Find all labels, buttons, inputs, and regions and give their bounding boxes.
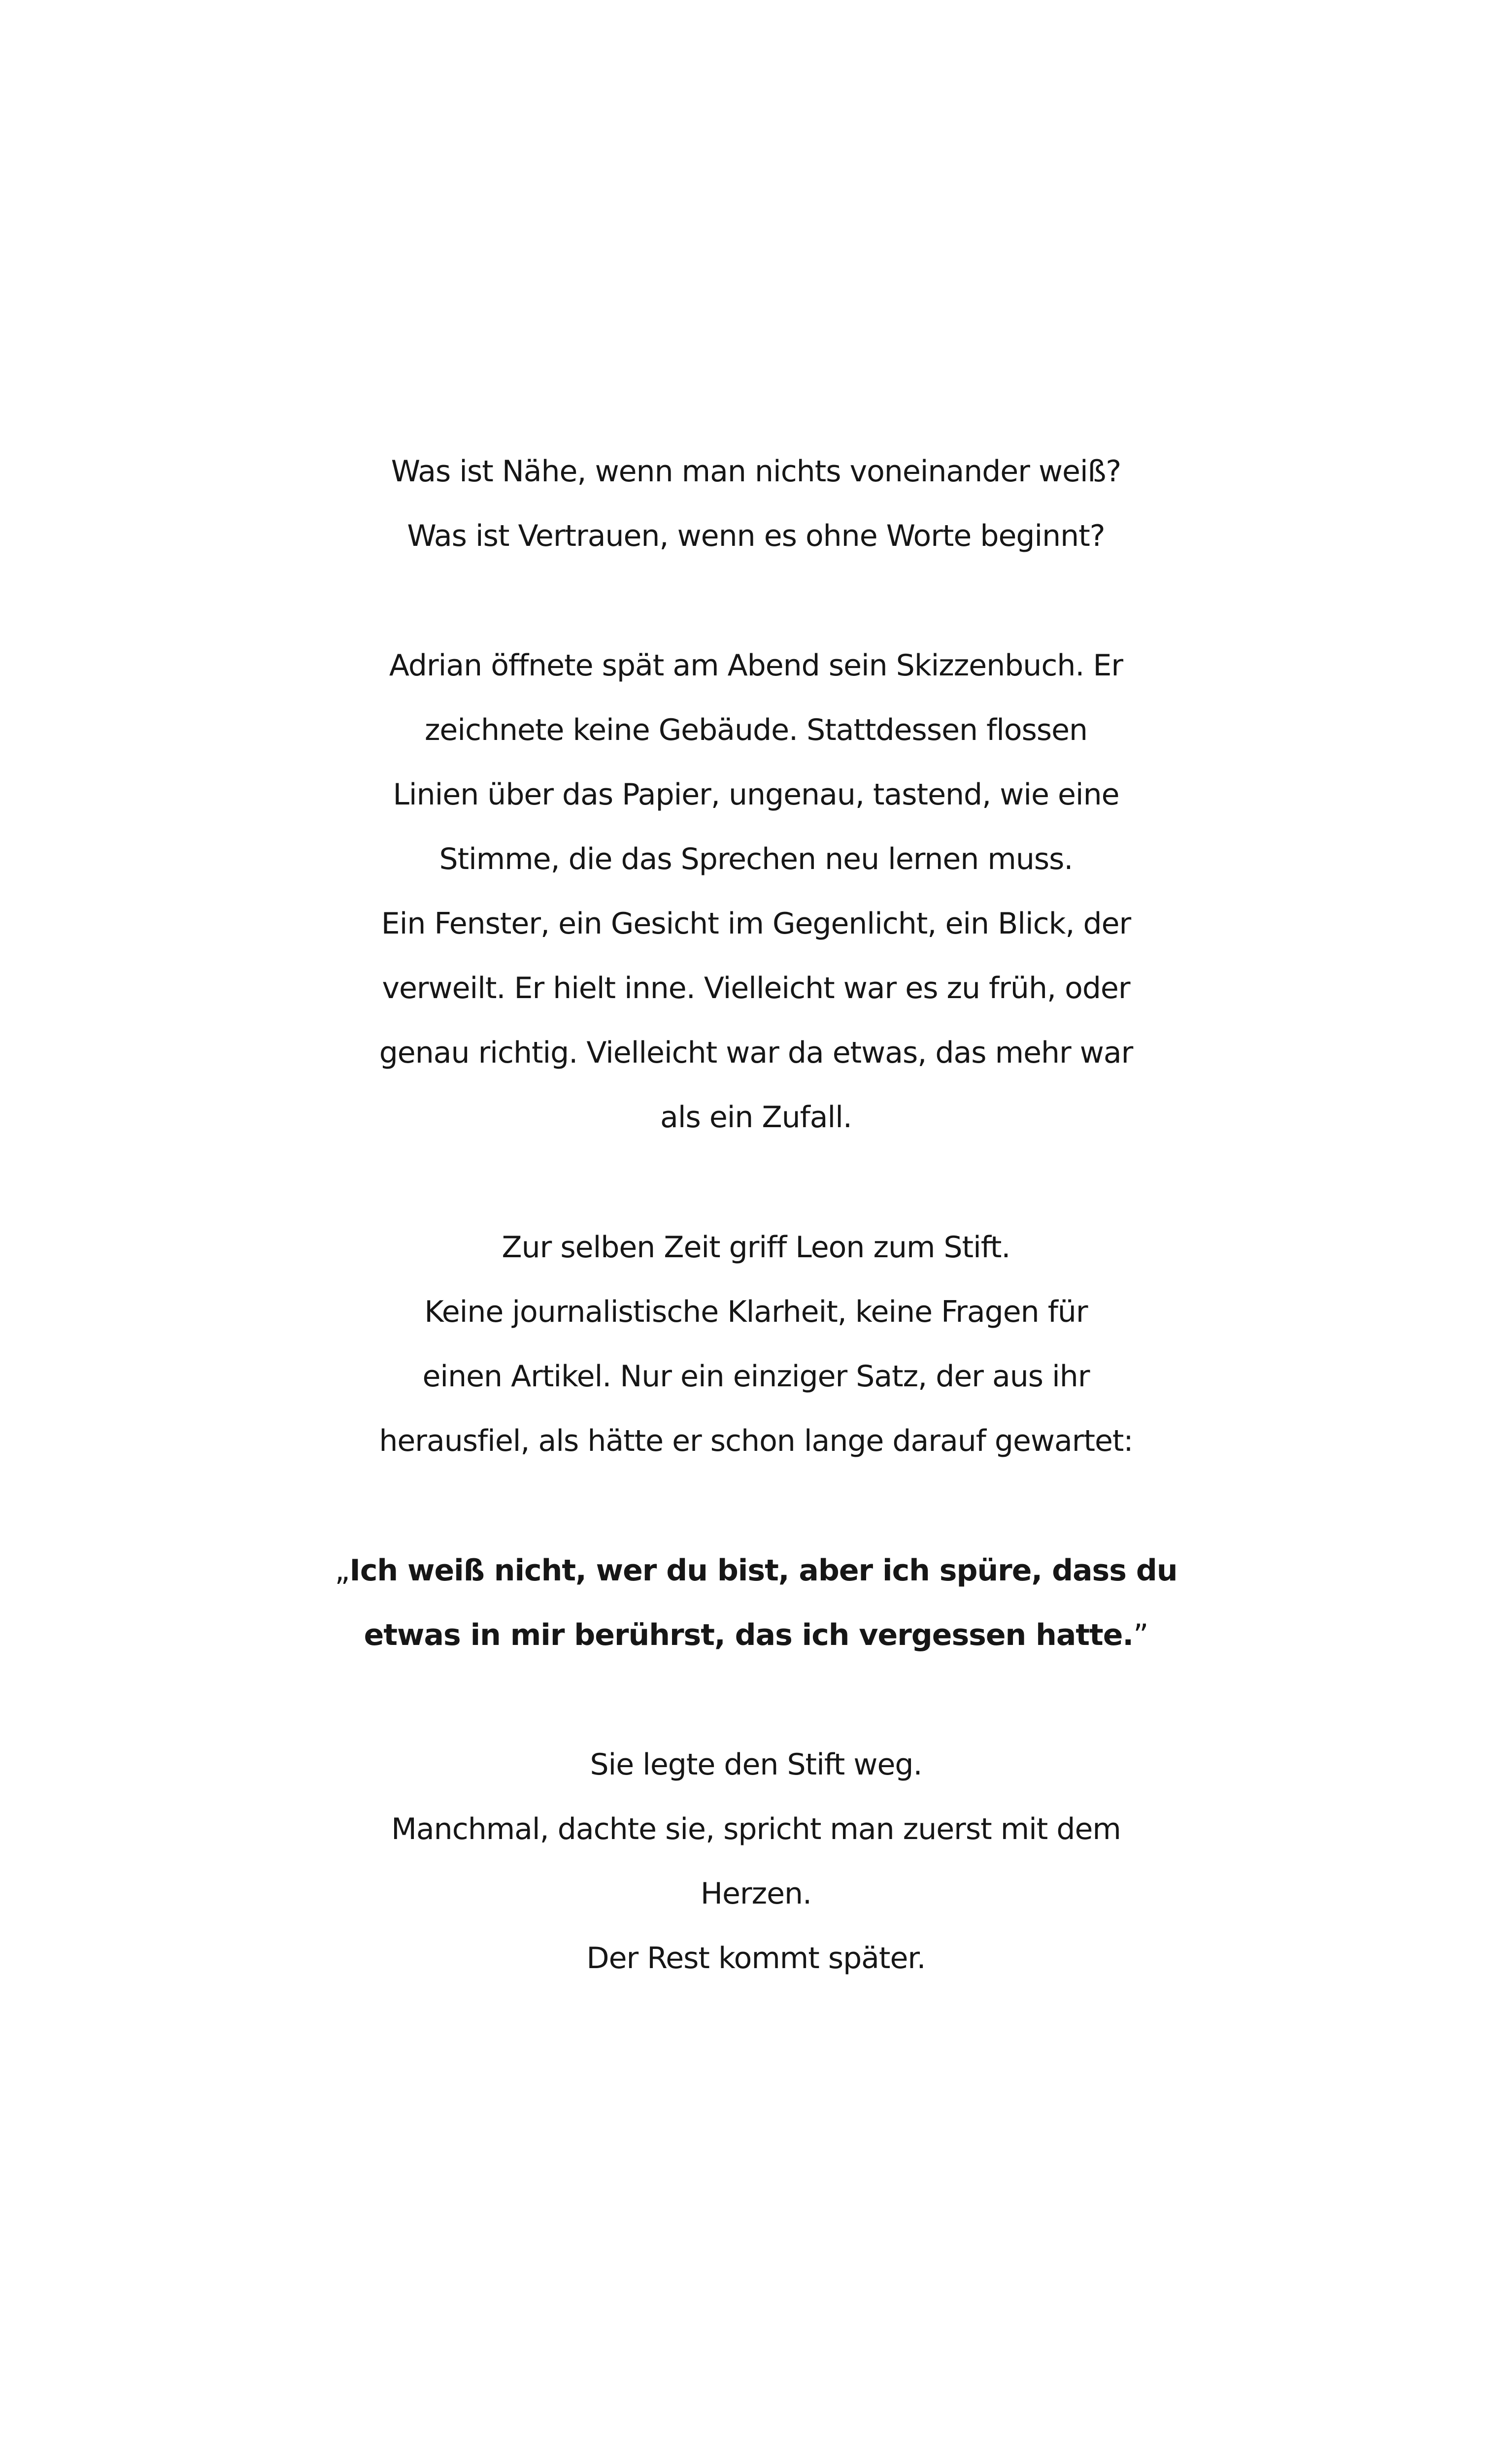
text-line: Adrian öffnete spät am Abend sein Skizzenbuch. Er — [389, 648, 1123, 683]
quote-line — [0, 1539, 1512, 1603]
text-line: einen Artikel. Nur ein einziger Satz, der aus ihr — [422, 1359, 1090, 1394]
quote-close-mark: ” — [1133, 1618, 1148, 1652]
text-line: Stimme, die das Sprechen neu lernen muss. — [439, 842, 1073, 876]
quote-open-mark: „ — [335, 1553, 350, 1588]
text-line: genau richtig. Vielleicht war da etwas, das mehr war — [379, 1036, 1133, 1070]
text-line: Keine journalistische Klarheit, keine Fragen für — [424, 1295, 1088, 1329]
quote-block — [0, 1539, 1512, 1668]
text-line: Manchmal, dachte sie, spricht man zuerst mit dem — [391, 1812, 1121, 1846]
text-line: Was ist Nähe, wenn man nichts voneinander weiß? — [391, 454, 1121, 489]
stanza-opening-questions — [0, 439, 1512, 569]
stanza-closing — [0, 1733, 1512, 1991]
text-line: verweilt. Er hielt inne. Vielleicht war es zu früh, oder — [382, 971, 1130, 1005]
quote-text: Ich weiß nicht, wer du bist, aber ich spüre, dass du — [349, 1553, 1177, 1588]
stanza-adrian — [0, 634, 1512, 1150]
text-line: Was ist Vertrauen, wenn es ohne Worte beginnt? — [407, 519, 1105, 553]
stanza-leon — [0, 1215, 1512, 1474]
text-line: herausfiel, als hätte er schon lange darauf gewartet: — [379, 1424, 1133, 1458]
text-line: Der Rest kommt später. — [586, 1941, 926, 1976]
text-line: Sie legte den Stift weg. — [590, 1747, 922, 1782]
text-line: zeichnete keine Gebäude. Stattdessen flossen — [424, 713, 1088, 747]
quote-line — [0, 1603, 1512, 1668]
quote-text: etwas in mir berührst, das ich vergessen hatte. — [364, 1618, 1134, 1652]
text-line: Ein Fenster, ein Gesicht im Gegenlicht, ein Blick, der — [381, 906, 1131, 941]
text-line: als ein Zufall. — [660, 1100, 852, 1135]
text-line: Zur selben Zeit griff Leon zum Stift. — [502, 1230, 1010, 1265]
text-line: Linien über das Papier, ungenau, tastend, wie eine — [393, 777, 1119, 812]
text-line: Herzen. — [700, 1876, 812, 1911]
